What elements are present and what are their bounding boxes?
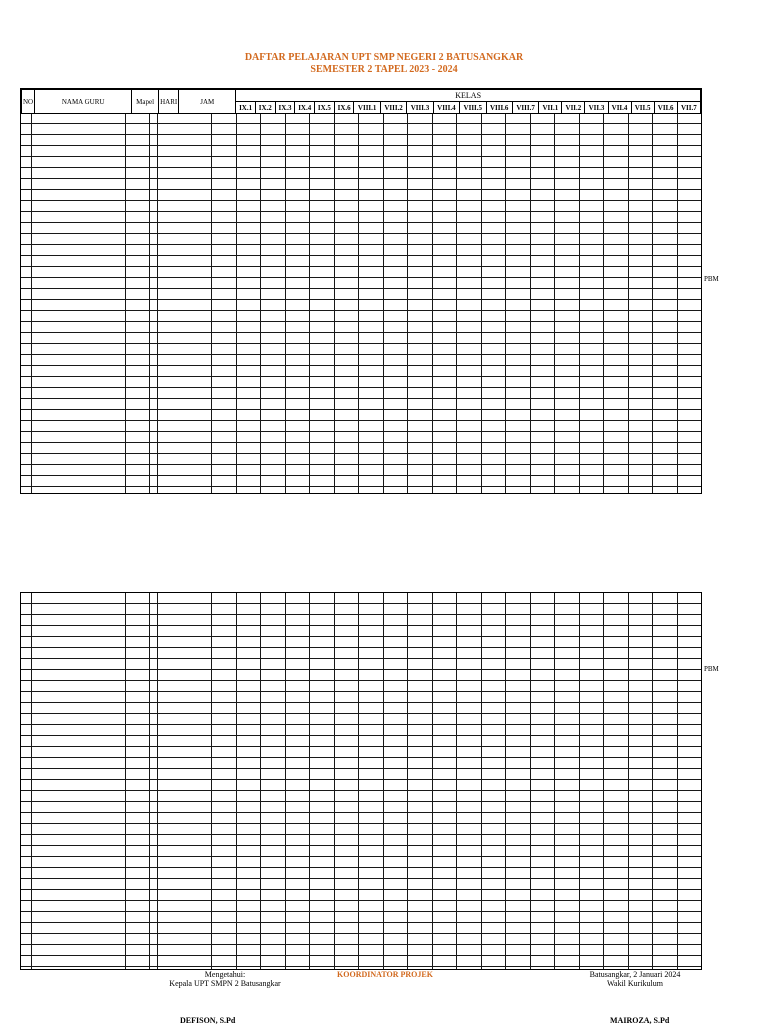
column-rule <box>149 113 150 493</box>
column-rule <box>407 113 408 493</box>
column-rule <box>579 593 580 969</box>
column-rule <box>579 113 580 493</box>
signature-right-name: MAIROZA, S.Pd <box>610 1016 670 1025</box>
page-subtitle: SEMESTER 2 TAPEL 2023 - 2024 <box>310 64 458 75</box>
class-header-cell: VIII.4 <box>433 102 459 114</box>
column-rule <box>554 593 555 969</box>
column-rule <box>554 113 555 493</box>
column-rule <box>125 593 126 969</box>
class-header-cell: VIII.5 <box>460 102 486 114</box>
signature-left-title: Kepala UPT SMPN 2 Batusangkar <box>169 979 281 988</box>
col-mapel: Mapel <box>132 90 159 114</box>
signature-right-title: Wakil Kurikulum <box>606 979 663 988</box>
column-rule <box>309 113 310 493</box>
column-rule <box>236 593 237 969</box>
class-header-cell: VIII.3 <box>407 102 433 114</box>
column-rule <box>358 113 359 493</box>
class-header-cell: IX.2 <box>255 102 275 114</box>
column-rule <box>481 593 482 969</box>
signature-left-label: Mengetahui: <box>204 970 246 979</box>
schedule-grid <box>21 113 701 493</box>
column-rule <box>530 113 531 493</box>
signature-right <box>560 970 710 988</box>
signature-right-date: Batusangkar, 2 Januari 2024 <box>589 970 681 979</box>
class-header-cell: VIII.1 <box>354 102 380 114</box>
schedule-grid-2 <box>21 593 701 969</box>
class-header-cell: VII.4 <box>608 102 631 114</box>
column-rule <box>31 593 32 969</box>
column-rule <box>260 593 261 969</box>
column-rule <box>652 593 653 969</box>
class-header-cell: IX.3 <box>275 102 295 114</box>
col-jam: JAM <box>179 90 236 114</box>
column-rule <box>456 113 457 493</box>
column-rule <box>285 593 286 969</box>
schedule-header <box>21 89 701 114</box>
column-rule <box>236 113 237 493</box>
column-rule <box>677 593 678 969</box>
column-rule <box>481 113 482 493</box>
column-rule <box>628 113 629 493</box>
signature-left <box>150 970 300 988</box>
col-hari: HARI <box>159 90 179 114</box>
page-title: DAFTAR PELAJARAN UPT SMP NEGERI 2 BATUSANGKAR <box>244 52 524 63</box>
column-rule <box>677 113 678 493</box>
class-header-cell: VII.6 <box>654 102 677 114</box>
class-header-cell: IX.1 <box>236 102 256 114</box>
pbm-note: PBM <box>704 275 719 283</box>
schedule-sheet-2 <box>20 592 702 970</box>
column-rule <box>157 113 158 493</box>
signature-mid-label: KOORDINATOR PROJEK <box>337 970 433 979</box>
col-no: NO <box>22 90 35 114</box>
column-rule <box>157 593 158 969</box>
column-rule <box>505 593 506 969</box>
class-header-cell: VIII.7 <box>512 102 538 114</box>
column-rule <box>628 593 629 969</box>
class-header-cell: IX.6 <box>334 102 354 114</box>
column-rule <box>505 113 506 493</box>
class-header-cell: IX.5 <box>315 102 335 114</box>
column-rule <box>432 593 433 969</box>
signature-mid <box>300 970 470 979</box>
class-header-cell: VIII.2 <box>380 102 406 114</box>
col-kelas: KELAS <box>236 90 701 102</box>
column-rule <box>652 113 653 493</box>
column-rule <box>456 593 457 969</box>
class-header-cell: VII.1 <box>539 102 562 114</box>
column-rule <box>603 113 604 493</box>
column-rule <box>285 113 286 493</box>
column-rule <box>31 113 32 493</box>
column-rule <box>358 593 359 969</box>
column-rule <box>211 593 212 969</box>
col-nama-guru: NAMA GURU <box>35 90 132 114</box>
signature-left-name: DEFISON, S.Pd <box>180 1016 236 1025</box>
pbm-note-2: PBM <box>704 665 719 673</box>
column-rule <box>309 593 310 969</box>
column-rule <box>149 593 150 969</box>
column-rule <box>603 593 604 969</box>
column-rule <box>407 593 408 969</box>
column-rule <box>334 593 335 969</box>
column-rule <box>334 113 335 493</box>
class-header-cell: VII.5 <box>631 102 654 114</box>
class-header-cell: VII.3 <box>585 102 608 114</box>
column-rule <box>530 593 531 969</box>
column-rule <box>432 113 433 493</box>
column-rule <box>260 113 261 493</box>
column-rule <box>211 113 212 493</box>
column-rule <box>383 593 384 969</box>
schedule-sheet-1 <box>20 88 702 494</box>
column-rule <box>383 113 384 493</box>
class-header-cell: VII.2 <box>562 102 585 114</box>
class-header-cell: VII.7 <box>677 102 700 114</box>
class-header-cell: IX.4 <box>295 102 315 114</box>
class-header-cell: VIII.6 <box>486 102 512 114</box>
column-rule <box>125 113 126 493</box>
